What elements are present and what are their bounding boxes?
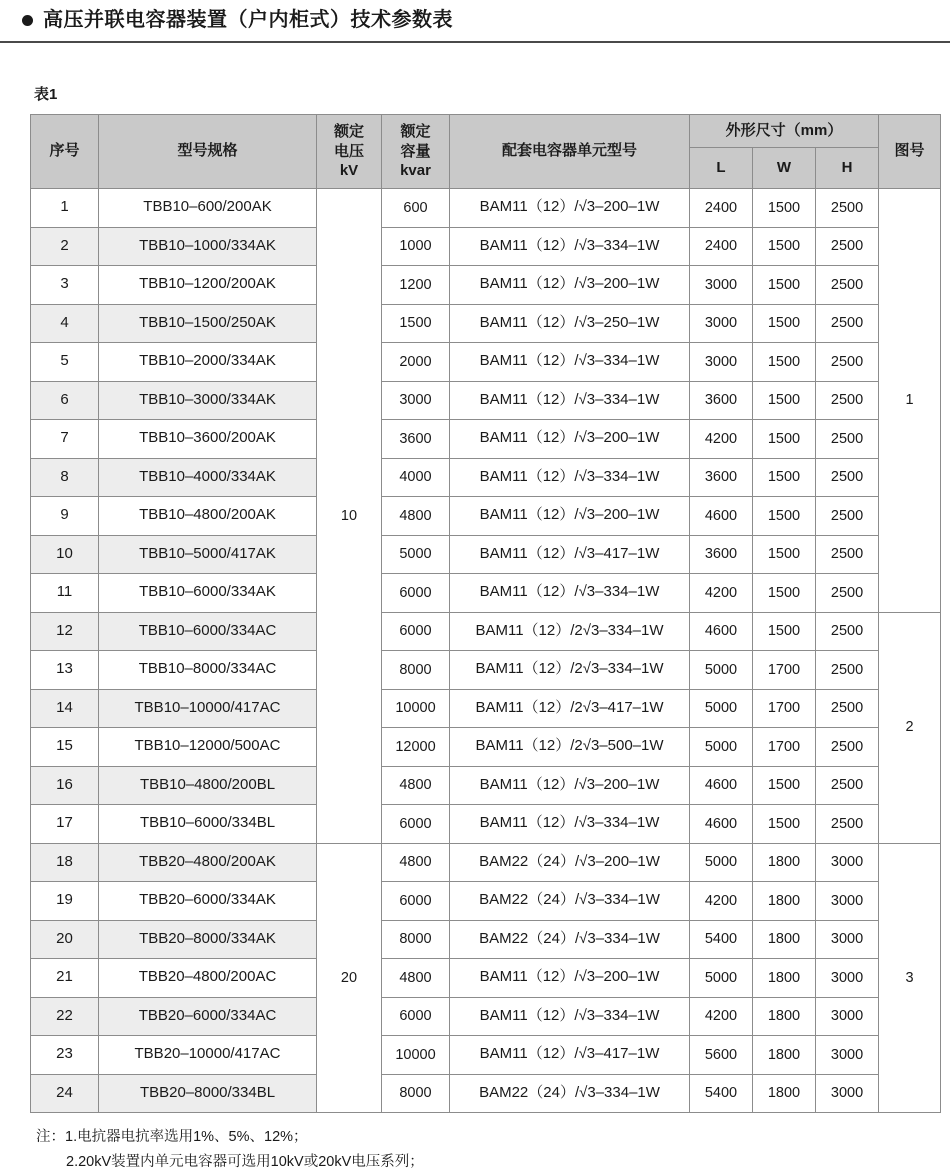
- spec-table: [30, 114, 941, 1113]
- cell-no: 14: [31, 689, 99, 728]
- cell-model: TBB10–4000/334AK: [99, 458, 317, 497]
- cell-dim-h: 3000: [816, 843, 879, 882]
- cell-unit-model: BAM11（12）/√3–417–1W: [450, 1036, 690, 1075]
- cell-dim-w: 1500: [753, 266, 816, 305]
- cell-model: TBB10–6000/334AC: [99, 612, 317, 651]
- table-header-row-1: [31, 115, 941, 148]
- cell-figure: 3: [879, 843, 941, 1113]
- cell-no: 3: [31, 266, 99, 305]
- cell-dim-l: 3000: [690, 343, 753, 382]
- cell-capacity: 6000: [382, 612, 450, 651]
- cell-capacity: 10000: [382, 1036, 450, 1075]
- cell-unit-model: BAM11（12）/√3–334–1W: [450, 458, 690, 497]
- table-notes: [36, 1125, 950, 1176]
- cell-dim-w: 1500: [753, 304, 816, 343]
- cell-dim-w: 1800: [753, 920, 816, 959]
- cell-dim-w: 1500: [753, 805, 816, 844]
- cell-no: 19: [31, 882, 99, 921]
- cell-capacity: 600: [382, 189, 450, 228]
- bullet-dot-icon: [22, 15, 33, 26]
- col-header-voltage-line2: 电压: [333, 142, 364, 160]
- cell-capacity: 4800: [382, 843, 450, 882]
- cell-dim-h: 2500: [816, 266, 879, 305]
- cell-dim-w: 1700: [753, 728, 816, 767]
- document-header: [0, 0, 950, 43]
- table-row: [31, 805, 941, 844]
- cell-capacity: 2000: [382, 343, 450, 382]
- cell-capacity: 5000: [382, 535, 450, 574]
- cell-dim-h: 2500: [816, 343, 879, 382]
- cell-model: TBB10–10000/417AC: [99, 689, 317, 728]
- cell-dim-h: 2500: [816, 420, 879, 459]
- cell-model: TBB10–3600/200AK: [99, 420, 317, 459]
- cell-unit-model: BAM11（12）/√3–200–1W: [450, 497, 690, 536]
- cell-no: 7: [31, 420, 99, 459]
- cell-dim-h: 3000: [816, 959, 879, 998]
- table-row: [31, 497, 941, 536]
- table-row: [31, 304, 941, 343]
- cell-capacity: 1200: [382, 266, 450, 305]
- cell-dim-l: 4200: [690, 997, 753, 1036]
- cell-no: 11: [31, 574, 99, 613]
- table-head: [31, 115, 941, 189]
- table-row: [31, 766, 941, 805]
- cell-no: 2: [31, 227, 99, 266]
- table-row: [31, 266, 941, 305]
- cell-capacity: 4800: [382, 766, 450, 805]
- cell-model: TBB20–8000/334AK: [99, 920, 317, 959]
- col-header-no: 序号: [31, 115, 99, 189]
- note-line-1: 注：1.电抗器电抗率选用1%、5%、12%；: [36, 1129, 308, 1145]
- cell-unit-model: BAM11（12）/√3–200–1W: [450, 959, 690, 998]
- cell-no: 15: [31, 728, 99, 767]
- cell-voltage: 10: [317, 189, 382, 844]
- cell-no: 17: [31, 805, 99, 844]
- cell-dim-w: 1500: [753, 227, 816, 266]
- cell-no: 22: [31, 997, 99, 1036]
- table-row: [31, 343, 941, 382]
- cell-unit-model: BAM11（12）/√3–334–1W: [450, 574, 690, 613]
- cell-model: TBB10–6000/334BL: [99, 805, 317, 844]
- cell-dim-l: 3000: [690, 266, 753, 305]
- cell-dim-w: 1500: [753, 497, 816, 536]
- col-header-model: 型号规格: [99, 115, 317, 189]
- cell-no: 1: [31, 189, 99, 228]
- cell-unit-model: BAM11（12）/√3–200–1W: [450, 189, 690, 228]
- cell-dim-w: 1500: [753, 612, 816, 651]
- cell-model: TBB20–6000/334AC: [99, 997, 317, 1036]
- cell-unit-model: BAM11（12）/2√3–417–1W: [450, 689, 690, 728]
- cell-dim-l: 5000: [690, 651, 753, 690]
- cell-model: TBB10–1500/250AK: [99, 304, 317, 343]
- cell-unit-model: BAM11（12）/2√3–334–1W: [450, 612, 690, 651]
- table-row: [31, 458, 941, 497]
- cell-dim-h: 2500: [816, 689, 879, 728]
- cell-dim-h: 2500: [816, 304, 879, 343]
- col-header-capacity-unit: kvar: [400, 162, 431, 180]
- cell-no: 6: [31, 381, 99, 420]
- cell-dim-w: 1500: [753, 535, 816, 574]
- col-header-voltage-unit: kV: [339, 162, 359, 180]
- cell-model: TBB20–10000/417AC: [99, 1036, 317, 1075]
- cell-dim-h: 3000: [816, 1036, 879, 1075]
- table-row: [31, 882, 941, 921]
- col-header-dim-l: L: [690, 148, 753, 189]
- cell-no: 4: [31, 304, 99, 343]
- cell-model: TBB10–1200/200AK: [99, 266, 317, 305]
- cell-no: 10: [31, 535, 99, 574]
- cell-model: TBB10–2000/334AK: [99, 343, 317, 382]
- col-header-voltage: [317, 115, 382, 189]
- cell-dim-w: 1500: [753, 574, 816, 613]
- cell-model: TBB10–8000/334AC: [99, 651, 317, 690]
- cell-dim-h: 2500: [816, 805, 879, 844]
- cell-dim-h: 2500: [816, 651, 879, 690]
- cell-unit-model: BAM22（24）/√3–200–1W: [450, 843, 690, 882]
- note-line-2: 2.20kV装置内单元电容器可选用10kV或20kV电压系列；: [66, 1154, 424, 1171]
- cell-dim-l: 5400: [690, 1074, 753, 1113]
- cell-no: 20: [31, 920, 99, 959]
- cell-voltage: 20: [317, 843, 382, 1113]
- cell-unit-model: BAM11（12）/√3–334–1W: [450, 381, 690, 420]
- col-header-dim-w: W: [753, 148, 816, 189]
- cell-unit-model: BAM11（12）/√3–334–1W: [450, 997, 690, 1036]
- cell-model: TBB10–6000/334AK: [99, 574, 317, 613]
- cell-dim-w: 1800: [753, 882, 816, 921]
- table-row: [31, 227, 941, 266]
- cell-model: TBB10–12000/500AC: [99, 728, 317, 767]
- cell-no: 23: [31, 1036, 99, 1075]
- cell-capacity: 6000: [382, 882, 450, 921]
- cell-dim-h: 3000: [816, 920, 879, 959]
- cell-model: TBB10–5000/417AK: [99, 535, 317, 574]
- page-title: 高压并联电容器装置（户内柜式）技术参数表: [43, 9, 453, 31]
- cell-dim-w: 1500: [753, 766, 816, 805]
- cell-dim-h: 3000: [816, 1074, 879, 1113]
- cell-capacity: 1500: [382, 304, 450, 343]
- col-header-capacity: [382, 115, 450, 189]
- cell-dim-h: 2500: [816, 227, 879, 266]
- cell-dim-l: 2400: [690, 189, 753, 228]
- cell-dim-w: 1800: [753, 1036, 816, 1075]
- cell-dim-w: 1700: [753, 651, 816, 690]
- cell-no: 18: [31, 843, 99, 882]
- cell-model: TBB10–4800/200BL: [99, 766, 317, 805]
- cell-model: TBB10–4800/200AK: [99, 497, 317, 536]
- cell-unit-model: BAM11（12）/√3–200–1W: [450, 766, 690, 805]
- cell-dim-l: 3600: [690, 381, 753, 420]
- cell-dim-l: 5000: [690, 728, 753, 767]
- cell-no: 16: [31, 766, 99, 805]
- cell-dim-w: 1800: [753, 997, 816, 1036]
- table-row: [31, 920, 941, 959]
- cell-unit-model: BAM11（12）/√3–334–1W: [450, 227, 690, 266]
- cell-unit-model: BAM11（12）/√3–250–1W: [450, 304, 690, 343]
- col-header-voltage-line1: 额定: [333, 123, 364, 141]
- cell-dim-h: 2500: [816, 766, 879, 805]
- cell-dim-w: 1700: [753, 689, 816, 728]
- cell-capacity: 8000: [382, 920, 450, 959]
- cell-dim-l: 4200: [690, 574, 753, 613]
- cell-no: 5: [31, 343, 99, 382]
- cell-dim-h: 2500: [816, 535, 879, 574]
- cell-model: TBB20–6000/334AK: [99, 882, 317, 921]
- table-row: [31, 420, 941, 459]
- table-row: [31, 1074, 941, 1113]
- cell-dim-w: 1800: [753, 959, 816, 998]
- cell-capacity: 8000: [382, 1074, 450, 1113]
- cell-dim-w: 1500: [753, 189, 816, 228]
- cell-no: 13: [31, 651, 99, 690]
- table-row: [31, 959, 941, 998]
- cell-dim-h: 2500: [816, 574, 879, 613]
- cell-unit-model: BAM11（12）/√3–200–1W: [450, 420, 690, 459]
- cell-capacity: 12000: [382, 728, 450, 767]
- cell-capacity: 4800: [382, 959, 450, 998]
- table-row: [31, 689, 941, 728]
- table-row: [31, 843, 941, 882]
- col-header-unit-model: 配套电容器单元型号: [450, 115, 690, 189]
- cell-dim-w: 1800: [753, 1074, 816, 1113]
- spec-table-wrap: [30, 114, 925, 1113]
- cell-unit-model: BAM22（24）/√3–334–1W: [450, 920, 690, 959]
- col-header-figure: 图号: [879, 115, 941, 189]
- cell-capacity: 3600: [382, 420, 450, 459]
- table-row: [31, 574, 941, 613]
- cell-dim-l: 5400: [690, 920, 753, 959]
- cell-dim-l: 4600: [690, 766, 753, 805]
- col-header-capacity-line1: 额定: [400, 123, 431, 141]
- cell-model: TBB20–4800/200AK: [99, 843, 317, 882]
- cell-unit-model: BAM11（12）/√3–417–1W: [450, 535, 690, 574]
- cell-unit-model: BAM11（12）/√3–334–1W: [450, 805, 690, 844]
- cell-dim-w: 1500: [753, 343, 816, 382]
- cell-capacity: 3000: [382, 381, 450, 420]
- cell-no: 8: [31, 458, 99, 497]
- cell-dim-l: 5000: [690, 689, 753, 728]
- table-row: [31, 728, 941, 767]
- cell-dim-h: 3000: [816, 882, 879, 921]
- col-header-capacity-line2: 容量: [400, 142, 431, 160]
- table-row: [31, 189, 941, 228]
- cell-dim-w: 1800: [753, 843, 816, 882]
- cell-unit-model: BAM22（24）/√3–334–1W: [450, 1074, 690, 1113]
- cell-no: 12: [31, 612, 99, 651]
- cell-no: 21: [31, 959, 99, 998]
- cell-dim-l: 5000: [690, 959, 753, 998]
- cell-capacity: 8000: [382, 651, 450, 690]
- table-row: [31, 1036, 941, 1075]
- cell-dim-h: 2500: [816, 497, 879, 536]
- cell-capacity: 6000: [382, 574, 450, 613]
- table-row: [31, 381, 941, 420]
- cell-unit-model: BAM22（24）/√3–334–1W: [450, 882, 690, 921]
- cell-dim-h: 2500: [816, 189, 879, 228]
- cell-dim-l: 4600: [690, 497, 753, 536]
- cell-unit-model: BAM11（12）/√3–334–1W: [450, 343, 690, 382]
- cell-dim-w: 1500: [753, 381, 816, 420]
- cell-unit-model: BAM11（12）/2√3–334–1W: [450, 651, 690, 690]
- cell-dim-l: 4600: [690, 805, 753, 844]
- cell-dim-l: 4200: [690, 882, 753, 921]
- cell-no: 24: [31, 1074, 99, 1113]
- cell-model: TBB20–8000/334BL: [99, 1074, 317, 1113]
- cell-unit-model: BAM11（12）/√3–200–1W: [450, 266, 690, 305]
- cell-figure: 2: [879, 612, 941, 843]
- cell-capacity: 4000: [382, 458, 450, 497]
- table-row: [31, 612, 941, 651]
- cell-dim-l: 5600: [690, 1036, 753, 1075]
- cell-dim-h: 3000: [816, 997, 879, 1036]
- cell-dim-l: 2400: [690, 227, 753, 266]
- cell-figure: 1: [879, 189, 941, 613]
- cell-capacity: 10000: [382, 689, 450, 728]
- cell-dim-l: 5000: [690, 843, 753, 882]
- col-header-dim-h: H: [816, 148, 879, 189]
- cell-model: TBB10–3000/334AK: [99, 381, 317, 420]
- cell-capacity: 4800: [382, 497, 450, 536]
- cell-dim-h: 2500: [816, 728, 879, 767]
- cell-no: 9: [31, 497, 99, 536]
- col-header-dimensions: 外形尺寸（mm）: [690, 115, 879, 148]
- cell-dim-w: 1500: [753, 420, 816, 459]
- cell-capacity: 6000: [382, 997, 450, 1036]
- table-label: 表1: [34, 86, 58, 103]
- cell-dim-h: 2500: [816, 612, 879, 651]
- cell-dim-h: 2500: [816, 458, 879, 497]
- table-row: [31, 535, 941, 574]
- cell-capacity: 6000: [382, 805, 450, 844]
- cell-unit-model: BAM11（12）/2√3–500–1W: [450, 728, 690, 767]
- cell-dim-h: 2500: [816, 381, 879, 420]
- cell-capacity: 1000: [382, 227, 450, 266]
- cell-dim-l: 3600: [690, 458, 753, 497]
- cell-model: TBB10–1000/334AK: [99, 227, 317, 266]
- cell-dim-w: 1500: [753, 458, 816, 497]
- cell-dim-l: 3000: [690, 304, 753, 343]
- table-row: [31, 651, 941, 690]
- cell-model: TBB20–4800/200AC: [99, 959, 317, 998]
- table-body: [31, 189, 941, 1113]
- cell-dim-l: 4200: [690, 420, 753, 459]
- cell-model: TBB10–600/200AK: [99, 189, 317, 228]
- cell-dim-l: 3600: [690, 535, 753, 574]
- cell-dim-l: 4600: [690, 612, 753, 651]
- table-row: [31, 997, 941, 1036]
